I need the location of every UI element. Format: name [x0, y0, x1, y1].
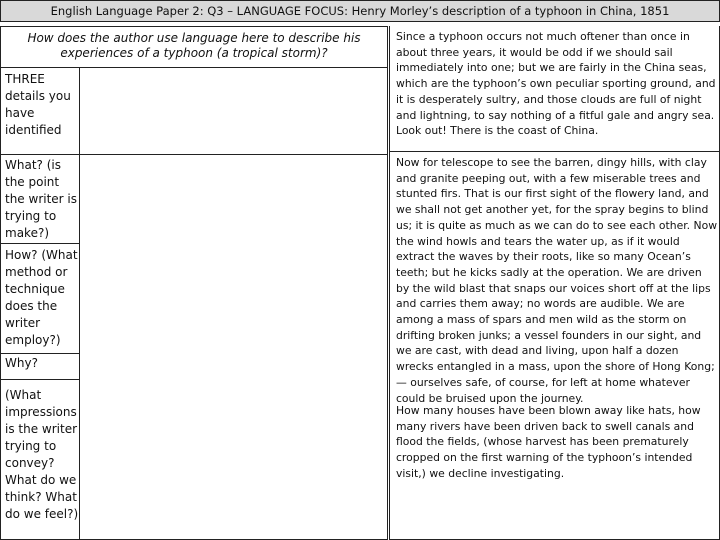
row-label-why: Why? [5, 356, 38, 370]
table-divider [1, 353, 79, 354]
page-title: English Language Paper 2: Q3 – LANGUAGE FOCUS: Henry Morley’s description of a typhoon in China, 1851 [0, 0, 720, 22]
answer-area-analysis[interactable] [80, 155, 387, 539]
question-table [0, 26, 388, 540]
row-label-how: How? (What method or technique does the writer employ?) [5, 248, 78, 347]
extract-paragraph: Now for telescope to see the barren, dingy hills, with clay and granite peeping out, with a few miserable trees and stunted firs. That is our first sight of the flowery land, and we shall not get another yet, for the spray begins to blind us; it is quite as much as we can do to see each other. Now the wind howls and tears the water up, as if it would extract the waves by their roots, like so many Ocean’s teeth; but he kicks sadly at the operation. We are driven by the wild blast that snaps our voices short off at the lips and carries them away; no words are audible. We are among a mass of spars and men wild as the storm on drifting broken junks; a vessel founders in our sight, and we are cast, with dead and living, upon half a dozen wrecks entangled in a mass, upon the shore of Hong Kong; — ourselves safe, of course, for left at home whatever could be bruised upon the journey. [396, 156, 718, 405]
answer-area-details[interactable] [80, 68, 387, 154]
row-label-details: THREE details you have identified [5, 72, 71, 137]
extract-paragraph: How many houses have been blown away like hats, how many rivers have been driven back to swell canals and flood the fields, (whose harvest has been prematurely cropped on the first warning of the typhoon’s intended visit,) we decline investigating. [396, 404, 701, 480]
extract-divider [390, 151, 719, 152]
extract-panel [389, 26, 720, 540]
table-divider [1, 243, 79, 244]
question-prompt: How does the author use language here to describe his experiences of a typhoon (a tropical storm)? [27, 31, 361, 60]
row-label-what: What? (is the point the writer is trying to make?) [5, 158, 78, 240]
row-label-impressions: (What impressions is the writer trying to convey? What do we think? What do we feel?) [5, 388, 79, 521]
extract-paragraph: Since a typhoon occurs not much oftener than once in about three years, it would be odd if we should sail immediately into one; but we are fairly in the China seas, which are the typhoon’s own peculiar sporting ground, and it is desperately sultry, and those clouds are full of night and lightning, to say nothing of a fitful gale and angry sea. Look out! There is the coast of China. [396, 30, 716, 138]
table-divider [1, 379, 79, 380]
